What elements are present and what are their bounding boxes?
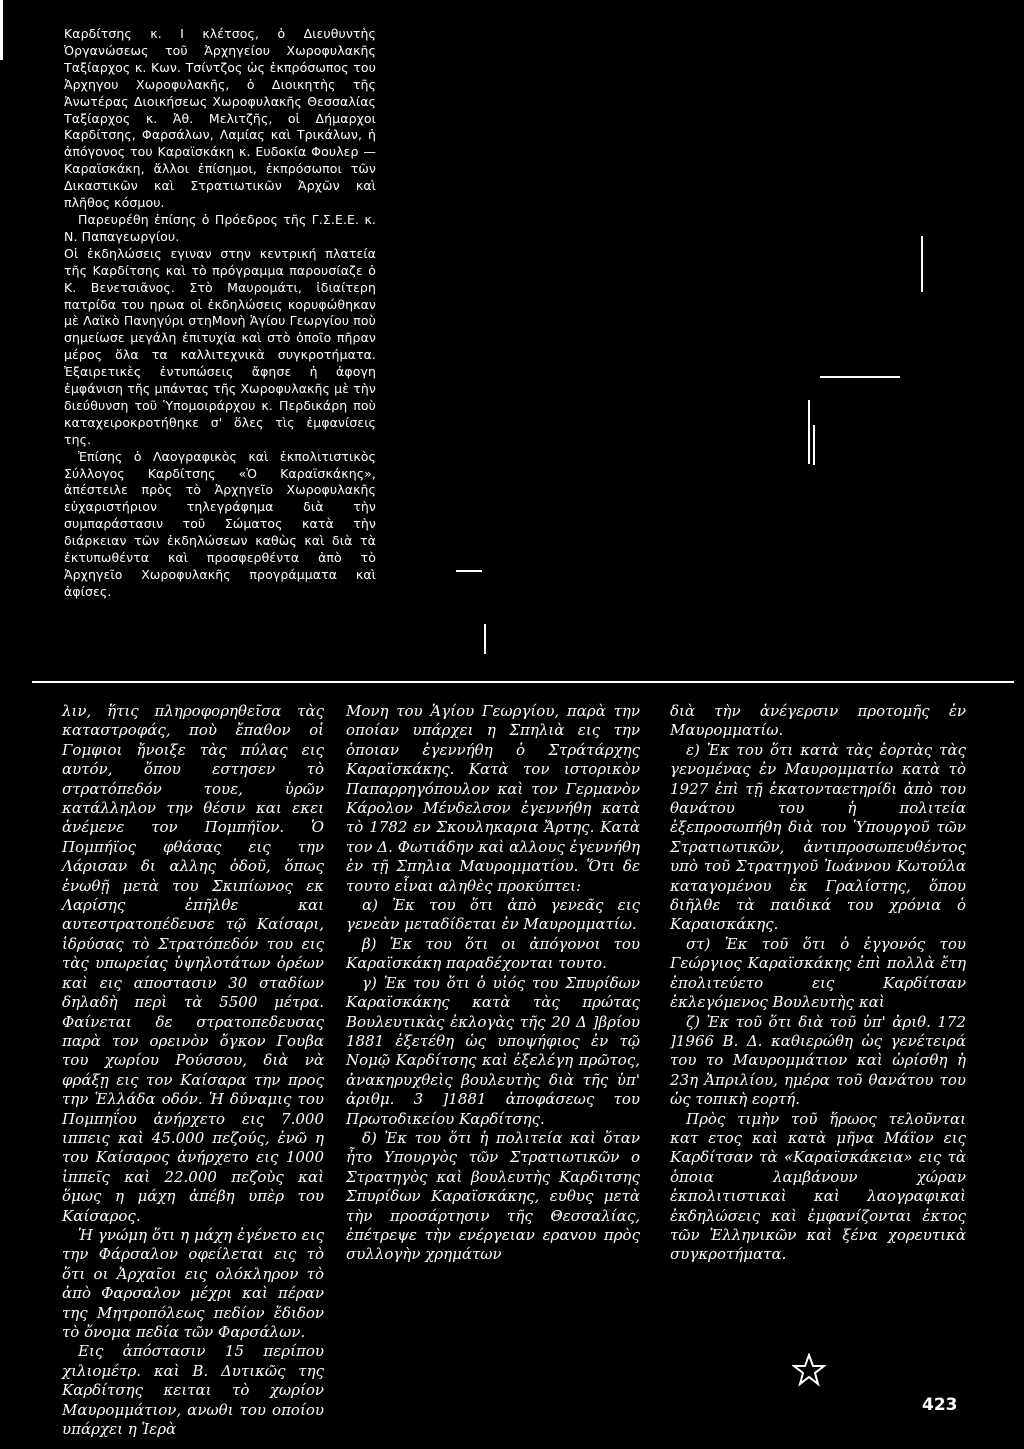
- rule-mark: [484, 624, 486, 654]
- column-paragraph: λιν, ἥτις πληροφορηθεῖσα τὰς καταστροφάς, ποὺ ἔπαθον οἱ Γομφιοι ἤνοιξε τὰς πύλας εις αυτόν, ὅπου εστησεν τὸ στρατόπεδόν τουε, ὑρῶν κατάλληλον την θέσιν και εκει ἀνέμενε τον Πομπήϊον. Ὁ Πομπήϊος φθάσας εις την Λάρισαν δι αλλης ὁδοῦ, ὅπως ἑνωθῇ μετὰ του Σκιπίωνος εκ Λαρίσης ἐπῆλθε και αυτεστρατοπέδευσε τῷ Καίσαρι, ἱδρύσας τὸ Στρατόπεδόν του εις τὰς υπωρείας ὑψηλοτάτων ὀρέων καὶ εις αποστασιν 30 σταδίων δηλαδὴ περὶ τὰ 5500 μέτρα. Φαίνεται δε στρατοπεδευσας παρὰ τον ορεινὸν ὄγκον Γουβα του χωρίου Ρούσσου, διὰ νὰ φράξῃ εις τον Καίσαρα την προς την Ἑλλάδα οδόν. Ἡ δύναμις του Πομπηΐου ἀνήρχετο εις 7.000 ιππεις καὶ 45.000 πεζούς, ἐνῶ η του Καίσαρος ἀνήρχετο εις 1000 ἱππεῖς καὶ 22.000 πεζοὺς καὶ ὅμως η μάχη ἀπέβη υπὲρ του Καίσαρος.: [62, 702, 324, 1225]
- scan-edge-mark: [0, 0, 3, 60]
- rule-mark: [456, 570, 482, 572]
- rule-mark: [813, 425, 815, 465]
- upper-paragraph: Παρευρέθη ἐπίσης ὁ Πρόεδρος τῆς Γ.Σ.Ε.Ε. κ. Ν. Παπαγεωργίου.: [64, 211, 376, 244]
- column-paragraph: Μονη του Ἁγίου Γεωργίου, παρὰ την οποίαν υπάρχει η Σπηλιὰ εις την ὁποιαν ἐγεννήθη ὁ Στράτάρχης Καραϊσκάκης. Κατὰ τον ιστορικὸν Παπαρρηγόπουλον καὶ τον Γερμανὸν Κάρολον Μένδελσον ἐγεννήθη κατὰ τὸ 1782 εν Σκουληκαρια Ἄρτης. Κατὰ τον Δ. Φωτιάδην καὶ αλλους ἐγεννήθη ἐν τῇ Σπηλια Μαυρομματίου. Ὅτι δε τουτο εἶναι αληθὲς προκύπτει:: [346, 702, 640, 895]
- column-paragraph: β) Ἐκ του ὅτι οι ἀπόγονοι του Καραϊσκάκη παραδέχονται τουτο.: [346, 934, 640, 973]
- column-paragraph: α) Ἐκ του ὅτι ἀπὸ γενεᾶς εις γενεὰν μεταδίδεται ἐν Μαυρομματίω.: [346, 896, 640, 934]
- rule-mark: [808, 400, 810, 464]
- column-paragraph: γ) Ἐκ του ὅτι ὁ υἱός του Σπυρίδων Καραϊσκάκης κατὰ τὰς πρώτας Βουλευτικὰς ἐκλογὰς τῆς 20 Δ ]βρίου 1881 ἐξετέθη ὡς υποψήφιος ἐν τῷ Νομῷ Καρδίτσης καὶ ἐξελέγη πρῶτος, ἀνακηρυχθεὶς βουλευτὴς διὰ τῆς ὑπ' ἀριθμ. 3 ]1881 ἀποφάσεως του Πρωτοδικείου Καρδίτσης.: [346, 973, 640, 1128]
- column-paragraph: ζ) Ἐκ τοῦ ὅτι διὰ τοῦ ὑπ' ἀριθ. 172 ]1966 Β. Δ. καθιερώθη ὡς γενέτειρά του το Μαυρομμάτιον καὶ ὡρίσθη ἡ 23η Ἀπριλίου, ημέρα τοῦ θανάτου του ὡς τοπικὴ εορτή.: [670, 1012, 966, 1109]
- star-icon: [792, 1353, 826, 1387]
- lower-column-2: [346, 702, 640, 1265]
- upper-paragraph: Οἱ ἐκδηλώσεις εγιναν στην κεντρική πλατεία τῆς Καρδίτσης καὶ τὸ πρόγραμμα παρουσίαζε ὁ Κ. Βενετσιᾶνος. Στὸ Μαυρομάτι, ἰδιαίτερη πατρίδα του ηρωα οἱ ἐκδηλώσεις κορυφώθηκαν μὲ Λαϊκὸ Πανηγύρι στηΜονὴ Ἁγίου Γεωργίου ποὺ σημείωσε μεγάλη ἐπιτυχία καὶ στὸ ὁποῖο πῆραν μέρος ὅλα τα καλλιτεχνικὰ συγκροτήματα. Ἐξαιρετικὲς ἐντυπώσεις ἄφησε ἡ ἀφογη ἐμφάνιση τῆς μπάντας τῆς Χωροφυλακῆς μὲ τὴν διεύθυνση τοῦ Ὑπομοιράρχου κ. Περδικάρη ποὺ καταχειροκροτήθηκε σ' ὅλες τὶς ἐμφανίσεις της.: [64, 245, 376, 447]
- rule-mark: [820, 376, 900, 378]
- column-paragraph: ε) Ἐκ του ὅτι κατὰ τὰς ἑορτὰς τὰς γενομένας ἐν Μαυρομματίω κατὰ τὸ 1927 ἐπὶ τῇ ἑκατονταετηρίδι ἀπὸ του θανάτου του ἡ πολιτεία ἐξεπροσωπήθη διὰ του Ὑπουργοῦ τῶν Στρατιωτικῶν, ἀντιπροσωπευθέντος υπὸ τοῦ Στρατηγοῦ Ἰωάννου Κωτούλα καταγομένου ἐκ Γραλίστης, ὅπου διῆλθε τὰ παιδικά του χρόνια ὁ Καραισκάκης.: [670, 740, 966, 934]
- column-paragraph: δ) Ἐκ του ὅτι ἡ πολιτεία καὶ ὅταν ἦτο Υπουργὸς τῶν Στρατιωτικῶν ο Στρατηγὸς καὶ βουλευτὴς Καρδιτσης Σπυρίδων Καραϊσκάκης, ευθυς μετὰ τὴν προσάρτησιν τῆς Θεσσαλίας, ἐπέτρεψε τὴν ενέργειαν εραvου πρὸς συλλογὴν χρημάτων: [346, 1128, 640, 1264]
- lower-column-1: [62, 702, 324, 1439]
- upper-paragraph: Καρδίτσης κ. Ι κλέτσος, ὁ Διευθυντὴς Ὀργανώσεως τοῦ Ἀρχηγείου Χωροφυλακῆς Ταξίαρχος κ. Κων. Τσίντζος ὡς ἐκπρόσωπος του Ἀρχηγου Χωροφυλακῆς, ὁ Διοικητὴς τῆς Ἀνωτέρας Διοικήσεως Χωροφυλακῆς Θεσσαλίας Ταξίαρχος κ. Ἀθ. Μελιτζῆς, οἱ Δήμαρχοι Καρδίτσης, Φαρσάλων, Λαμίας καὶ Τρικάλων, ἡ ἀπόγονος του Καραϊσκάκη κ. Ευδοκία Φουλερ —Καραϊσκάκη, ἄλλοι ἐπίσημοι, ἐκπρόσωποι τῶν Δικαστικῶν καὶ Στρατιωτικῶν Ἀρχῶν καὶ πλῆθος κόσμου.: [64, 26, 376, 211]
- section-divider: [32, 681, 1014, 683]
- column-paragraph: στ) Ἐκ τοῦ ὅτι ὁ ἐγγονός του Γεώργιος Καραϊσκάκης ἐπὶ πολλὰ ἔτη ἐπολιτεύετο εις Καρδίτσαν ἐκλεγόμενος Βουλευτὴς καὶ: [670, 934, 966, 1012]
- column-paragraph: Ἡ γνώμη ὅτι η μάχη ἐγένετο εις την Φάρσαλον οφείλεται εις τὸ ὅτι οι Ἀρχαῖοι εις ολόκληρον τὸ ἀπὸ Φαρσαλον μέχρι καὶ πέραν της Μητροπόλεως πεδίον ἔδιδον τὸ ὄνομα πεδία τῶν Φαρσάλων.: [62, 1225, 324, 1341]
- lower-column-3: [670, 702, 966, 1265]
- column-paragraph: Πρὸς τιμὴν τοῦ ἥρωος τελοῦνται κατ ετος καὶ κατὰ μῆνα Μάϊον εις Καρδίτσαν τὰ «Καραϊσκάκεια» εις τὰ ὁποια λαμβάνουν χώραν ἐκπολιτιστικαὶ καὶ λαογραφικαὶ ἐκδηλώσεις καὶ ἐμφανίζονται ἐκτος τῶν Ἑλληνικῶν καὶ ξένα χορευτικὰ συγκροτήματα.: [670, 1109, 966, 1264]
- upper-paragraph: Ἐπίσης ὁ Λαογραφικὸς καὶ ἐκπολιτιστικὸς Σύλλογος Καρδίτσης «Ὁ Καραϊσκάκης», ἀπέστειλε πρὸς τὸ Ἀρχηγεῖο Χωροφυλακῆς εὐχαριστήριον τηλεγράφημα διὰ τὴν συμπαράστασιν τοῦ Σώματος κατὰ τὴν διάρκειαν τῶν ἐκδηλώσεων καθὼς καὶ διὰ τὰ ἐκτυπωθέντα καὶ προσφερθέντα ἀπὸ τὸ Ἀρχηγεῖο Χωροφυλακῆς προγράμματα καὶ ἀφίσες.: [64, 448, 376, 599]
- column-paragraph: Εις ἀπόστασιν 15 περίπου χιλιομέτρ. καὶ Β. Δυτικῶς της Καρδίτσης κειται τὸ χωρίον Μαυρομμάτιον, ανωθι του οποίου υπάρχει η Ἱερὰ: [62, 1342, 324, 1439]
- upper-article-column: [64, 26, 376, 601]
- page-number: 423: [922, 1395, 958, 1415]
- column-paragraph: διὰ τὴν ἀνέγερσιν προτομῆς ἐν Μαυρομματίω.: [670, 702, 966, 740]
- rule-mark: [921, 236, 923, 292]
